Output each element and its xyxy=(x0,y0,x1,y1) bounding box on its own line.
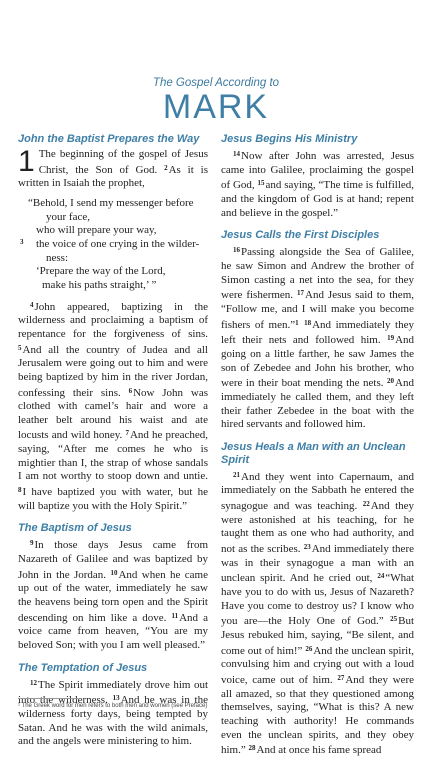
verse-number: 23 xyxy=(303,543,311,552)
verse-number: 16 xyxy=(233,246,240,255)
paragraph-1-21: $^{21}$And they went into Capernaum, and immediately on the Sabbath he entered the synagogue and was teaching. $^{22}$And they were astonished at his teaching, for he taught them as one who had authority, and not as the scribes. $^{23}$And immediately there was in their synagogue a man with an unclean spirit. And he cried out, $^{24}$“What have you to do with us, Jesus of Nazareth? Have you come to destroy us? I know who you are—the Holy One of God.” $^{25}$But Jesus rebuked him, saying, “Be silent, and come out of him!” $^{26}$And the unclean spirit, convulsing him and crying out with a loud voice, came out of him. $^{27}$And they were all amazed, so that they questioned among themselves, saying, “What is this? A new teaching with authority! He commands even the unclean spirits, and they obey him.” $^{28}$And at once his fame spread xyxy=(221,470,415,757)
paragraph-1-1: 1 The beginning of the gospel of Jesus Christ, the Son of God. $^2$As it is written in Isaiah the prophet, xyxy=(18,145,208,190)
verse-number: 11 xyxy=(171,611,179,620)
verse-number: 6 xyxy=(128,386,133,395)
section-heading-disciples: Jesus Calls the First Disciples xyxy=(221,229,380,242)
verse-number: 28 xyxy=(248,744,256,753)
poem-line: your face, xyxy=(46,210,90,223)
verse-number: 7 xyxy=(125,429,129,438)
verse-number: 9 xyxy=(30,539,34,548)
isaiah-quotation xyxy=(18,197,208,293)
section-heading-temptation: The Temptation of Jesus xyxy=(18,661,148,674)
footnote-divider xyxy=(18,698,78,699)
paragraph-1-14: $^{14}$Now after John was arrested, Jesus came into Galilee, proclaiming the gospel of God, $^{15}$and saying, “The time is fulfilled, and the kingdom of God is at hand; repent and believe in the gospel.” xyxy=(221,150,415,219)
verse-number: 14 xyxy=(233,150,240,158)
verse-number: 12 xyxy=(30,678,37,687)
poem-line: “Behold, I send my messenger before xyxy=(28,196,194,209)
paragraph-1-9: $^9$In those days Jesus came from Nazareth of Galilee and was baptized by John in the Jordan. $^{10}$And when he came up out of the water, immediately he saw the heavens being torn open and the Spirit descending on him like a dove. $^{11}$And a voice came from heaven, “You are my beloved Son; with you I am well pleased.” xyxy=(18,539,209,651)
section-heading-john-baptist: John the Baptist Prepares the Way xyxy=(18,133,200,145)
poem-line: 3 the voice of one crying in the wilder- xyxy=(20,237,200,250)
verse-number: 18 xyxy=(304,318,312,327)
verse-number: 3 xyxy=(20,237,24,246)
book-title: MARK xyxy=(162,88,270,126)
verse-number: 24 xyxy=(377,572,385,581)
verse-number: 17 xyxy=(297,289,305,298)
poem-line: ness: xyxy=(46,251,68,264)
verse-number: 13 xyxy=(112,694,120,703)
poem-line: ‘Prepare the way of the Lord, xyxy=(36,265,166,278)
verse-number: 2 xyxy=(164,163,168,172)
section-heading-ministry: Jesus Begins His Ministry xyxy=(221,133,358,145)
poem-line: make his paths straight,’ ” xyxy=(42,278,157,291)
poem-line: who will prepare your way, xyxy=(36,224,157,237)
footnote-marker[interactable]: 1 xyxy=(295,318,299,327)
paragraph-1-4: $^4$John appeared, baptizing in the wilderness and proclaiming a baptism of repentance for the forgiveness of sins. $^5$And all the country of Judea and all Jerusalem were going out to him and were being baptized by him in the river Jordan, confessing their sins. $^6$Now John was clothed with camel’s hair and wore a leather belt around his waist and ate locusts and wild honey. $^7$And he preached, saying, “After me comes he who is mightier than I, the strap of whose sandals I am not worthy to stoop down and untie. $^8$I have baptized you with water, but he will baptize you with the Holy Spirit.” xyxy=(18,300,208,512)
verse-number: 15 xyxy=(257,179,265,188)
verse-number: 26 xyxy=(305,644,313,653)
paragraph-1-12: $^{12}$The Spirit immediately drove him out into the wilderness. $^{13}$And he was in the wilderness forty days, being tempted by Satan. And he was with the wild animals, and the angels were ministering to him. xyxy=(18,678,208,748)
verse-number: 10 xyxy=(110,568,118,577)
section-heading-baptism: The Baptism of Jesus xyxy=(18,522,132,535)
verse-number: 25 xyxy=(390,615,398,624)
verse-number: 20 xyxy=(387,377,395,386)
right-column xyxy=(221,133,414,758)
paragraph-1-16: $^{16}$Passing alongside the Sea of Galilee, he saw Simon and Andrew the brother of Simon casting a net into the sea, for they were fishermen. $^{17}$And Jesus said to them, “Follow me, and I will make you become fishers of men.”$^1$ $^{18}$And immediately they left their nets and followed him. $^{19}$And going on a little farther, he saw James the son of Zebedee and John his brother, who were in their boat mending the nets. $^{20}$And immediately he called them, and they left their father Zebedee in the boat with the hired servants and followed him. xyxy=(221,246,415,431)
verse-number: 8 xyxy=(18,486,22,495)
verse-number: 4 xyxy=(30,300,34,309)
verse-number: 27 xyxy=(337,674,345,682)
verse-number: 5 xyxy=(18,343,22,352)
left-column xyxy=(18,133,208,749)
chapter-number: 1 xyxy=(18,145,35,178)
footnote: ¹ The Greek word for men refers to both men and women (see Preface) xyxy=(18,703,208,709)
verse-number: 22 xyxy=(362,500,370,509)
verse-number: 19 xyxy=(387,334,395,343)
verse-number: 21 xyxy=(233,470,240,479)
section-heading-unclean-spirit: Jesus Heals a Man with an Unclean Spirit xyxy=(221,440,406,466)
book-pre-title: The Gospel According to xyxy=(152,77,280,89)
